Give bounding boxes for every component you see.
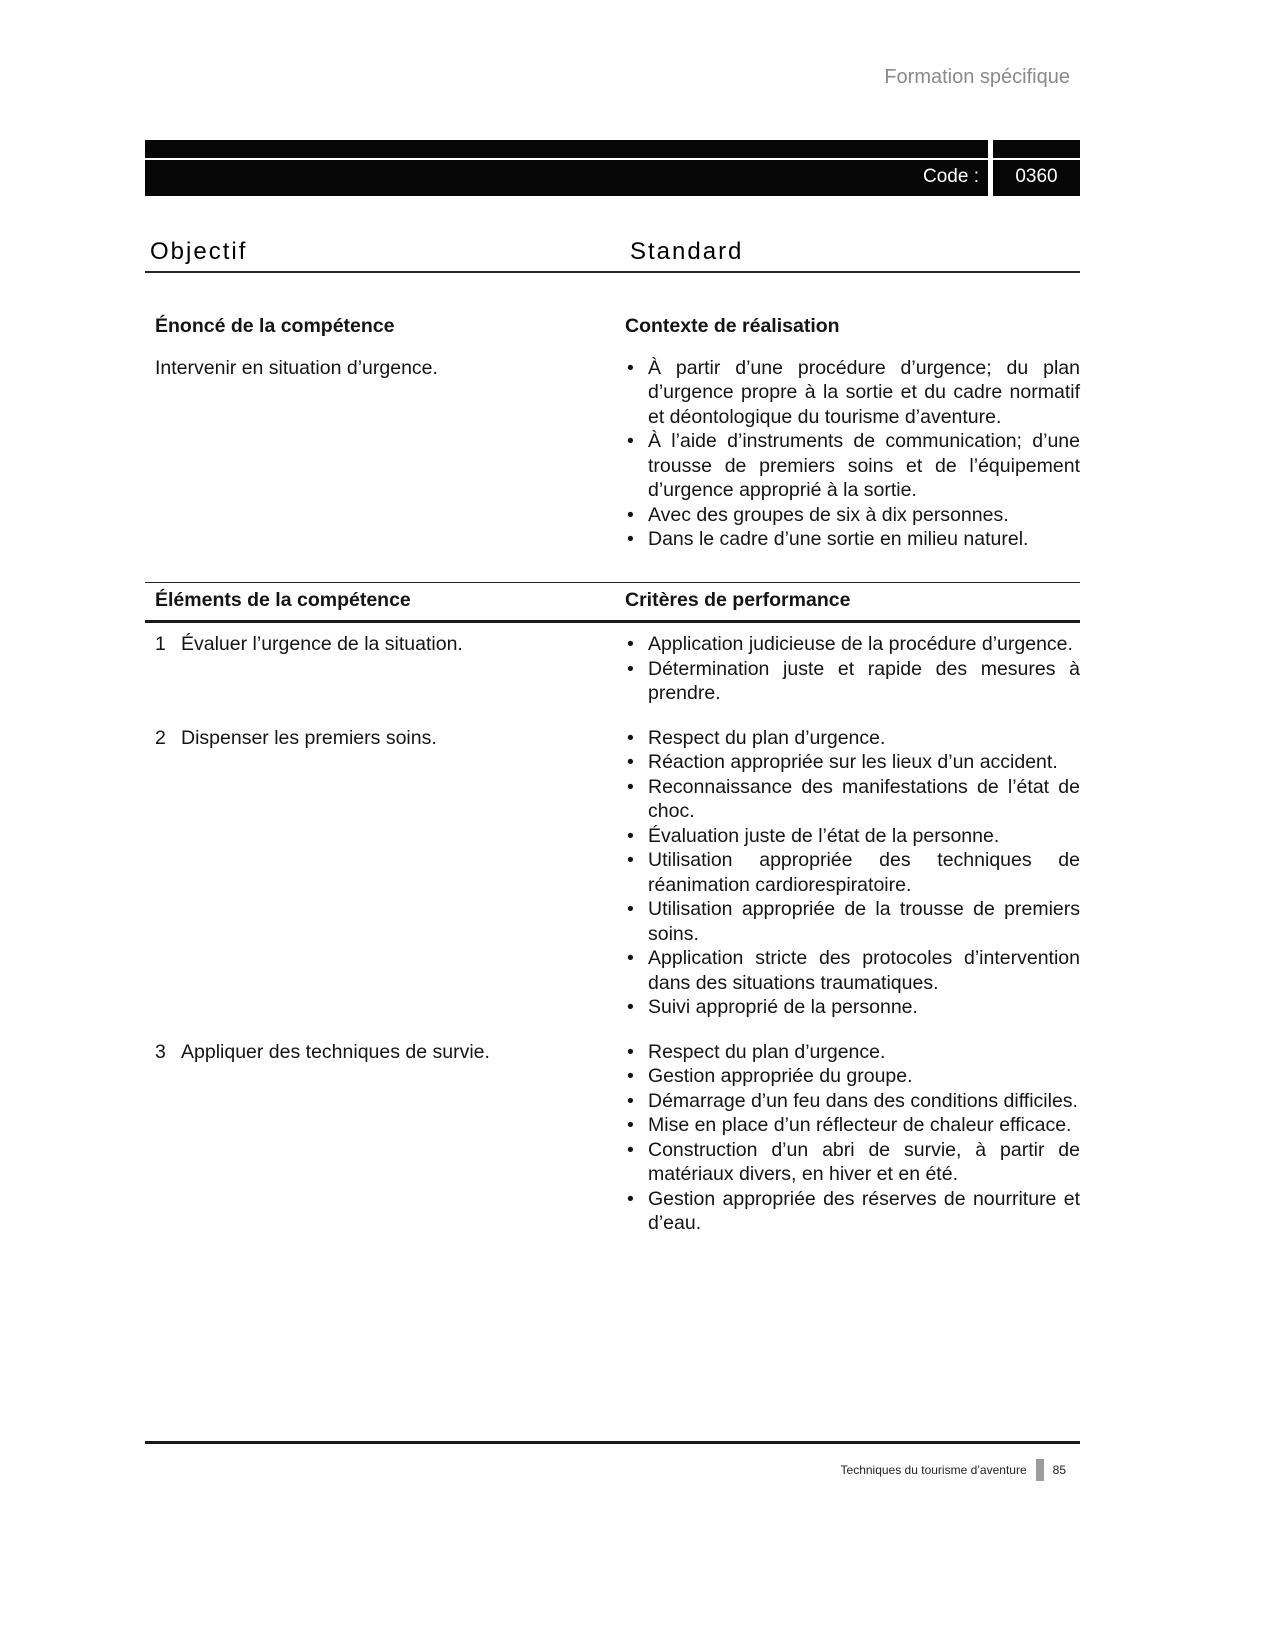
element-item-2: [145, 726, 1080, 1020]
footer: [145, 1459, 1080, 1481]
criteria-bullet: • Reconnaissance des manifestations de l’état de choc.: [625, 775, 1080, 824]
criteria-bullet: • Détermination juste et rapide des mesures à prendre.: [625, 657, 1080, 706]
criteres-heading: Critères de performance: [625, 589, 851, 611]
code-label: Code :: [923, 166, 979, 187]
criteria-list: [625, 726, 1080, 1020]
contexte-block: [625, 314, 1080, 552]
objectif-title: Objectif: [150, 238, 248, 265]
criteria-bullet: • Gestion appropriée des réserves de nourriture et d’eau.: [625, 1187, 1080, 1236]
criteria-list: [625, 632, 1080, 706]
element-label: [145, 726, 625, 1020]
element-item-3: [145, 1040, 1080, 1236]
footer-page-number: 85: [1052, 1463, 1066, 1477]
element-text: Évaluer l’urgence de la situation.: [181, 633, 463, 655]
standard-title: Standard: [630, 238, 744, 265]
code-value: 0360: [1015, 166, 1058, 187]
competence-statement: Intervenir en situation d’urgence.: [155, 356, 438, 379]
footer-separator-bar: [1036, 1459, 1044, 1481]
element-text: Dispenser les premiers soins.: [181, 726, 437, 749]
criteria-bullet: • Évaluation juste de l’état de la personne.: [625, 824, 1080, 849]
elements-list: [145, 632, 1080, 1256]
competence-context-section: [145, 314, 1080, 552]
criteria-bullet: • Application stricte des protocoles d’intervention dans des situations traumatiques.: [625, 946, 1080, 995]
running-header: Formation spécifique: [884, 66, 1070, 88]
criteria-bullet: • Respect du plan d’urgence.: [625, 1040, 1080, 1065]
element-number: 3: [155, 1040, 166, 1063]
enonce-block: [145, 314, 625, 552]
contexte-bullet: • Dans le cadre d’une sortie en milieu naturel.: [625, 527, 1080, 552]
contexte-heading: Contexte de réalisation: [625, 315, 840, 337]
criteria-bullet: • Utilisation appropriée des techniques de réanimation cardiorespiratoire.: [625, 848, 1080, 897]
element-text: Appliquer des techniques de survie.: [181, 1040, 490, 1063]
element-number: 2: [155, 726, 166, 749]
criteria-bullet: • Respect du plan d’urgence.: [625, 726, 1080, 751]
criteria-bullet: • Suivi approprié de la personne.: [625, 995, 1080, 1020]
contexte-bullet: • Avec des groupes de six à dix personnes.: [625, 503, 1080, 528]
criteria-bullet: • Gestion appropriée du groupe.: [625, 1064, 1080, 1089]
contexte-bullet: • À l’aide d’instruments de communication; d’une trousse de premiers soins et de l’équipement d’urgence approprié à la sortie.: [625, 429, 1080, 503]
footer-label: Techniques du tourisme d’aventure: [840, 1463, 1027, 1477]
criteria-bullet: • Utilisation appropriée de la trousse de premiers soins.: [625, 897, 1080, 946]
elements-heading: Éléments de la compétence: [155, 589, 411, 611]
element-item-1: [145, 632, 1080, 706]
column-titles: [145, 238, 1080, 266]
element-number: 1: [155, 633, 166, 655]
title-underline-rule: [145, 271, 1080, 273]
contexte-bullet: • À partir d’une procédure d’urgence; du plan d’urgence propre à la sortie et du cadre normatif et déontologique du tourisme d’aventure.: [625, 356, 1080, 430]
element-label: [145, 632, 625, 706]
criteria-bullet: • Mise en place d’un réflecteur de chaleur efficace.: [625, 1113, 1080, 1138]
code-bar: [145, 140, 1080, 196]
criteria-bullet: • Construction d’un abri de survie, à partir de matériaux divers, en hiver et en été.: [625, 1138, 1080, 1187]
criteria-bullet: • Application judicieuse de la procédure d’urgence.: [625, 632, 1080, 657]
contexte-bullet-list: [625, 356, 1080, 552]
elements-criteria-header: [145, 582, 1080, 623]
footer-rule: [145, 1441, 1080, 1444]
enonce-heading: Énoncé de la compétence: [155, 315, 395, 337]
criteria-list: [625, 1040, 1080, 1236]
element-label: [145, 1040, 625, 1236]
criteria-bullet: • Démarrage d’un feu dans des conditions difficiles.: [625, 1089, 1080, 1114]
criteria-bullet: • Réaction appropriée sur les lieux d’un accident.: [625, 750, 1080, 775]
